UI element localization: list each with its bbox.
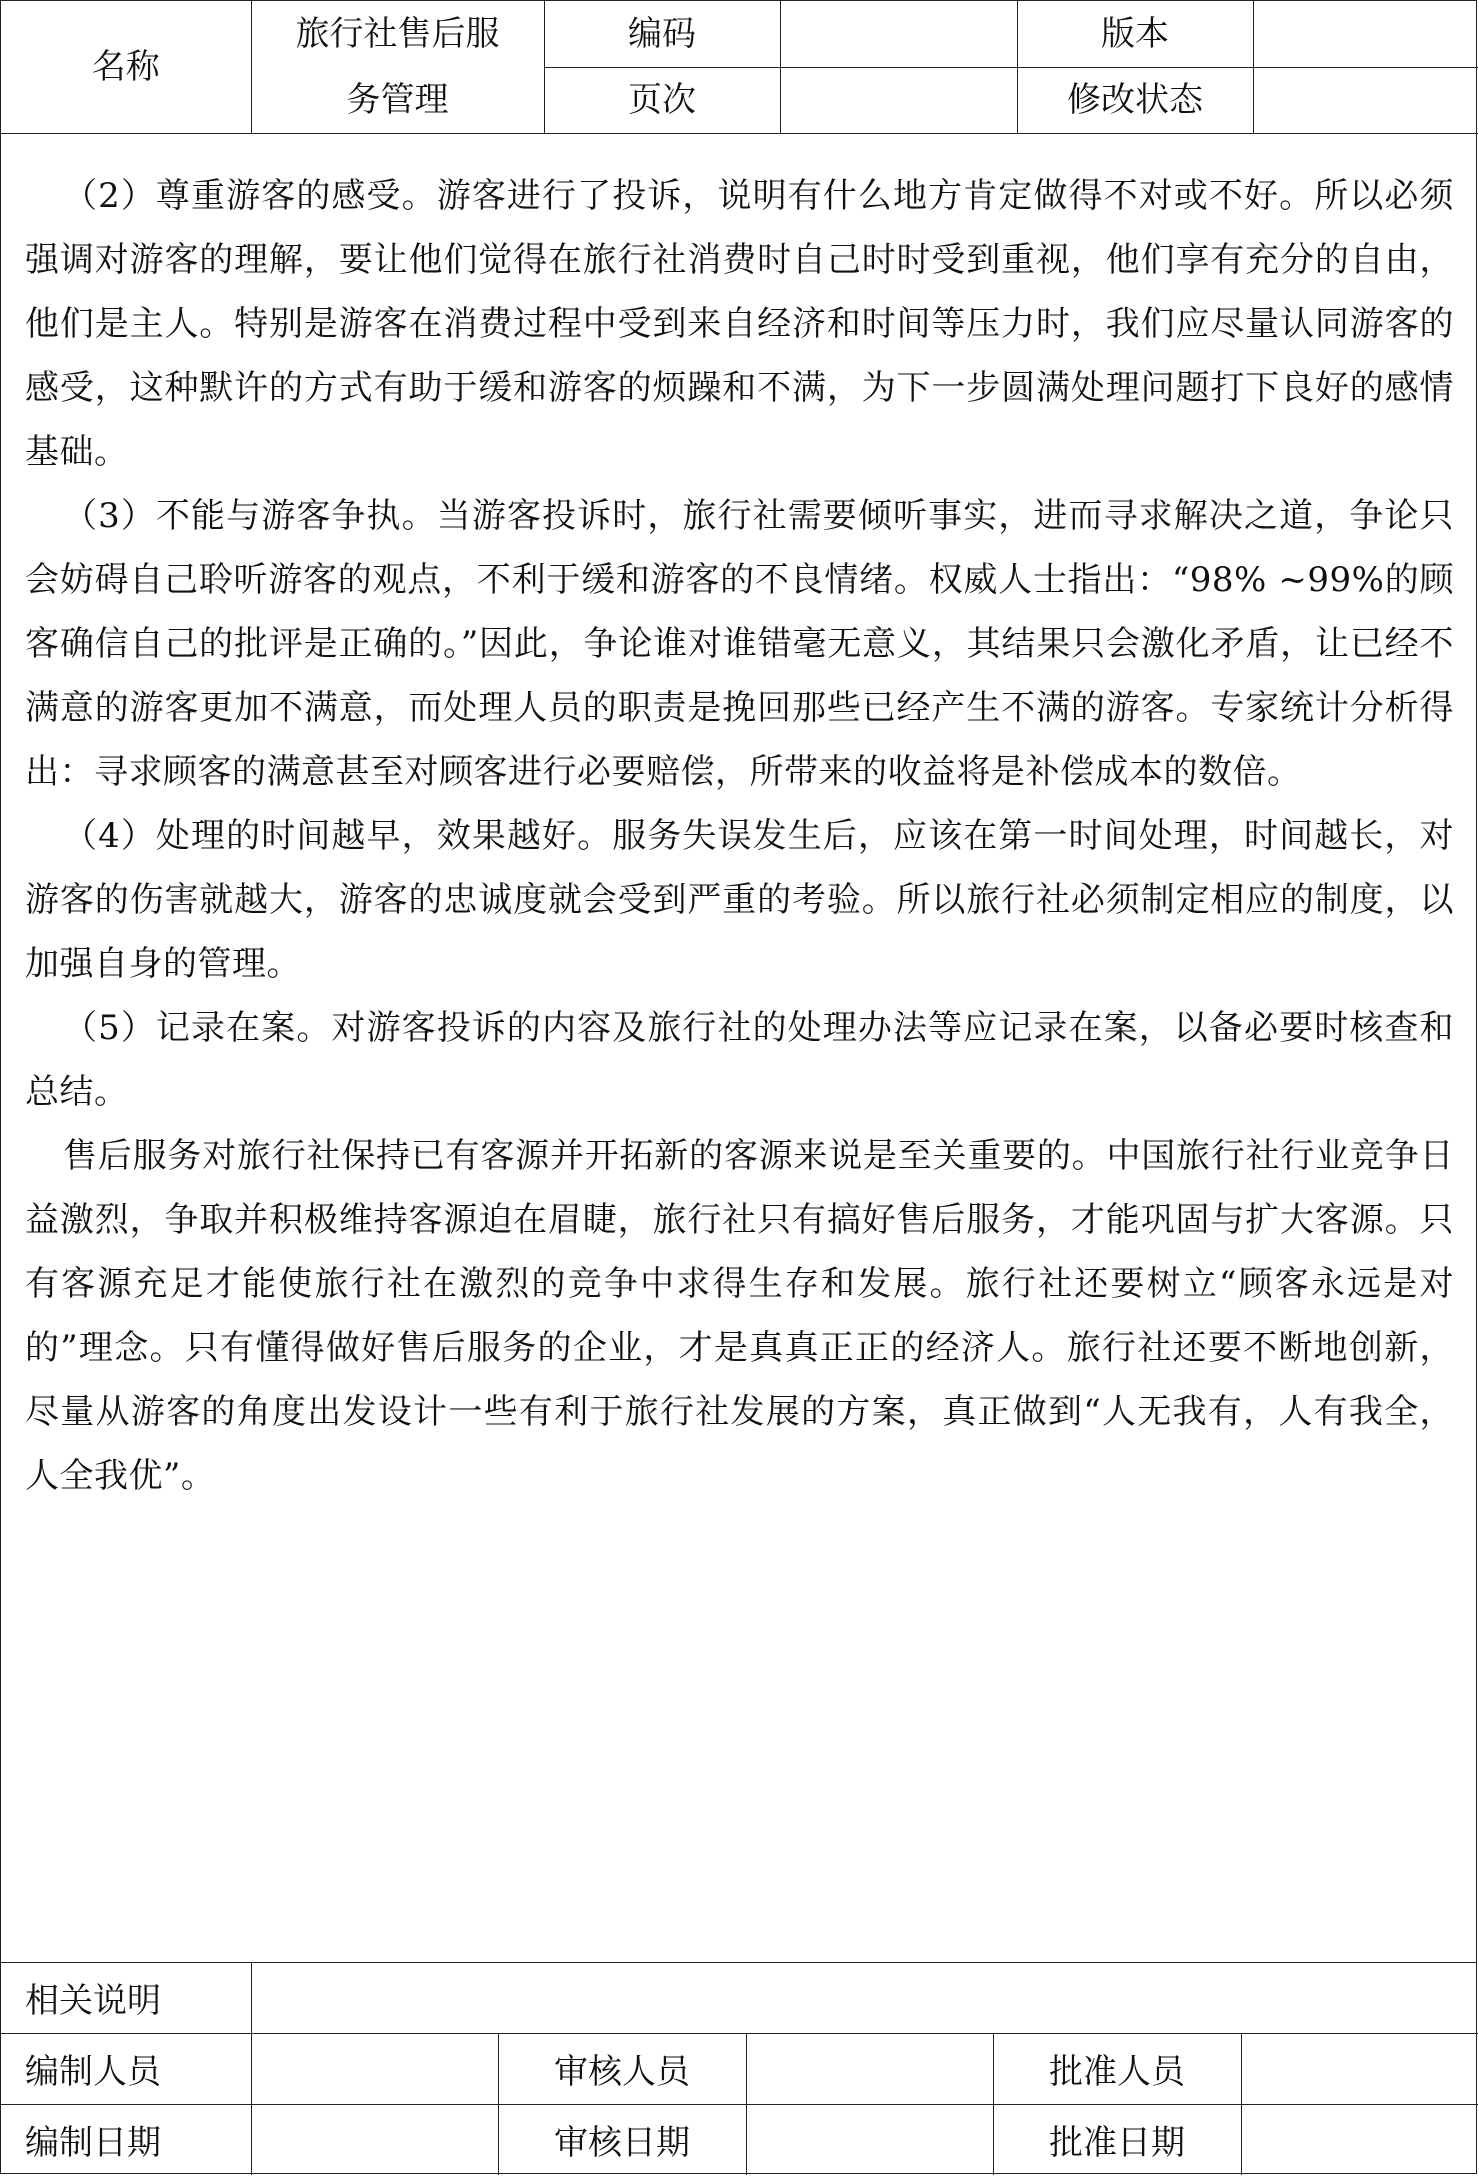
approved-date-label: 批准日期 bbox=[993, 2104, 1241, 2175]
version-value bbox=[1253, 1, 1478, 67]
reviewed-by-value bbox=[746, 2033, 993, 2104]
header-table bbox=[1, 1, 1478, 134]
paragraph-5-record: （5）记录在案。对游客投诉的内容及旅行社的处理办法等应记录在案，以备必要时核查和总结。 bbox=[25, 1008, 1454, 1112]
version-label: 版本 bbox=[1017, 1, 1253, 67]
revision-value bbox=[1253, 67, 1478, 133]
prepared-date-label: 编制日期 bbox=[1, 2104, 251, 2175]
notes-label: 相关说明 bbox=[1, 1963, 251, 2033]
paragraph-3-no-argument: （3）不能与游客争执。当游客投诉时，旅行社需要倾听事实，进而寻求解决之道，争论只会妨碍自己聆听游客的观点，不利于缓和游客的不良情绪。权威人士指出：“98% ~99%的顾客确信自己的批评是正确的。”因此，争论谁对谁错毫无意义，其结果只会激化矛盾，让已经不满意的游客更加不满意，而处理人员的职责是挽回那些已经产生不满的游客。专家统计分析得出：寻求顾客的满意甚至对顾客进行必要赔偿，所带来的收益将是补偿成本的数倍。 bbox=[25, 496, 1454, 792]
paragraph-4-timely-handling: （4）处理的时间越早，效果越好。服务失误发生后，应该在第一时间处理，时间越长，对游客的伤害就越大，游客的忠诚度就会受到严重的考验。所以旅行社必须制定相应的制度，以加强自身的管理。 bbox=[25, 816, 1454, 984]
name-label: 名称 bbox=[1, 1, 251, 133]
reviewed-by-label: 审核人员 bbox=[498, 2033, 746, 2104]
prepared-by-value bbox=[251, 2033, 498, 2104]
paragraph-summary: 售后服务对旅行社保持已有客源并开拓新的客源来说是至关重要的。中国旅行社行业竞争日益激烈，争取并积极维持客源迫在眉睫，旅行社只有搞好售后服务，才能巩固与扩大客源。只有客源充足才能使旅行社在激烈的竞争中求得生存和发展。旅行社还要树立“顾客永远是对的”理念。只有懂得做好售后服务的企业，才是真真正正的经济人。旅行社还要不断地创新，尽量从游客的角度出发设计一些有利于旅行社发展的方案，真正做到“人无我有，人有我全，人全我优”。 bbox=[25, 1136, 1454, 1496]
prepared-by-label: 编制人员 bbox=[1, 2033, 251, 2104]
revision-label: 修改状态 bbox=[1017, 67, 1253, 133]
approved-by-label: 批准人员 bbox=[993, 2033, 1241, 2104]
approved-date-value bbox=[1241, 2104, 1478, 2175]
paragraph-2-respect-feelings: （2）尊重游客的感受。游客进行了投诉，说明有什么地方肯定做得不对或不好。所以必须强调对游客的理解，要让他们觉得在旅行社消费时自己时时受到重视，他们享有充分的自由，他们是主人。特别是游客在消费过程中受到来自经济和时间等压力时，我们应尽量认同游客的感受，这种默许的方式有助于缓和游客的烦躁和不满，为下一步圆满处理问题打下良好的感情基础。 bbox=[25, 176, 1454, 472]
prepared-date-value bbox=[251, 2104, 498, 2175]
reviewed-date-label: 审核日期 bbox=[498, 2104, 746, 2175]
approved-by-value bbox=[1241, 2033, 1478, 2104]
code-value bbox=[780, 1, 1017, 67]
reviewed-date-value bbox=[746, 2104, 993, 2175]
body-content bbox=[1, 133, 1476, 1963]
code-label: 编码 bbox=[544, 1, 780, 67]
page-value bbox=[780, 67, 1017, 133]
name-value-line1: 旅行社售后服 bbox=[251, 1, 544, 67]
notes-value bbox=[251, 1963, 1478, 2033]
page-label: 页次 bbox=[544, 67, 780, 133]
name-value-line2: 务管理 bbox=[251, 67, 544, 133]
footer-table bbox=[1, 1963, 1478, 2175]
